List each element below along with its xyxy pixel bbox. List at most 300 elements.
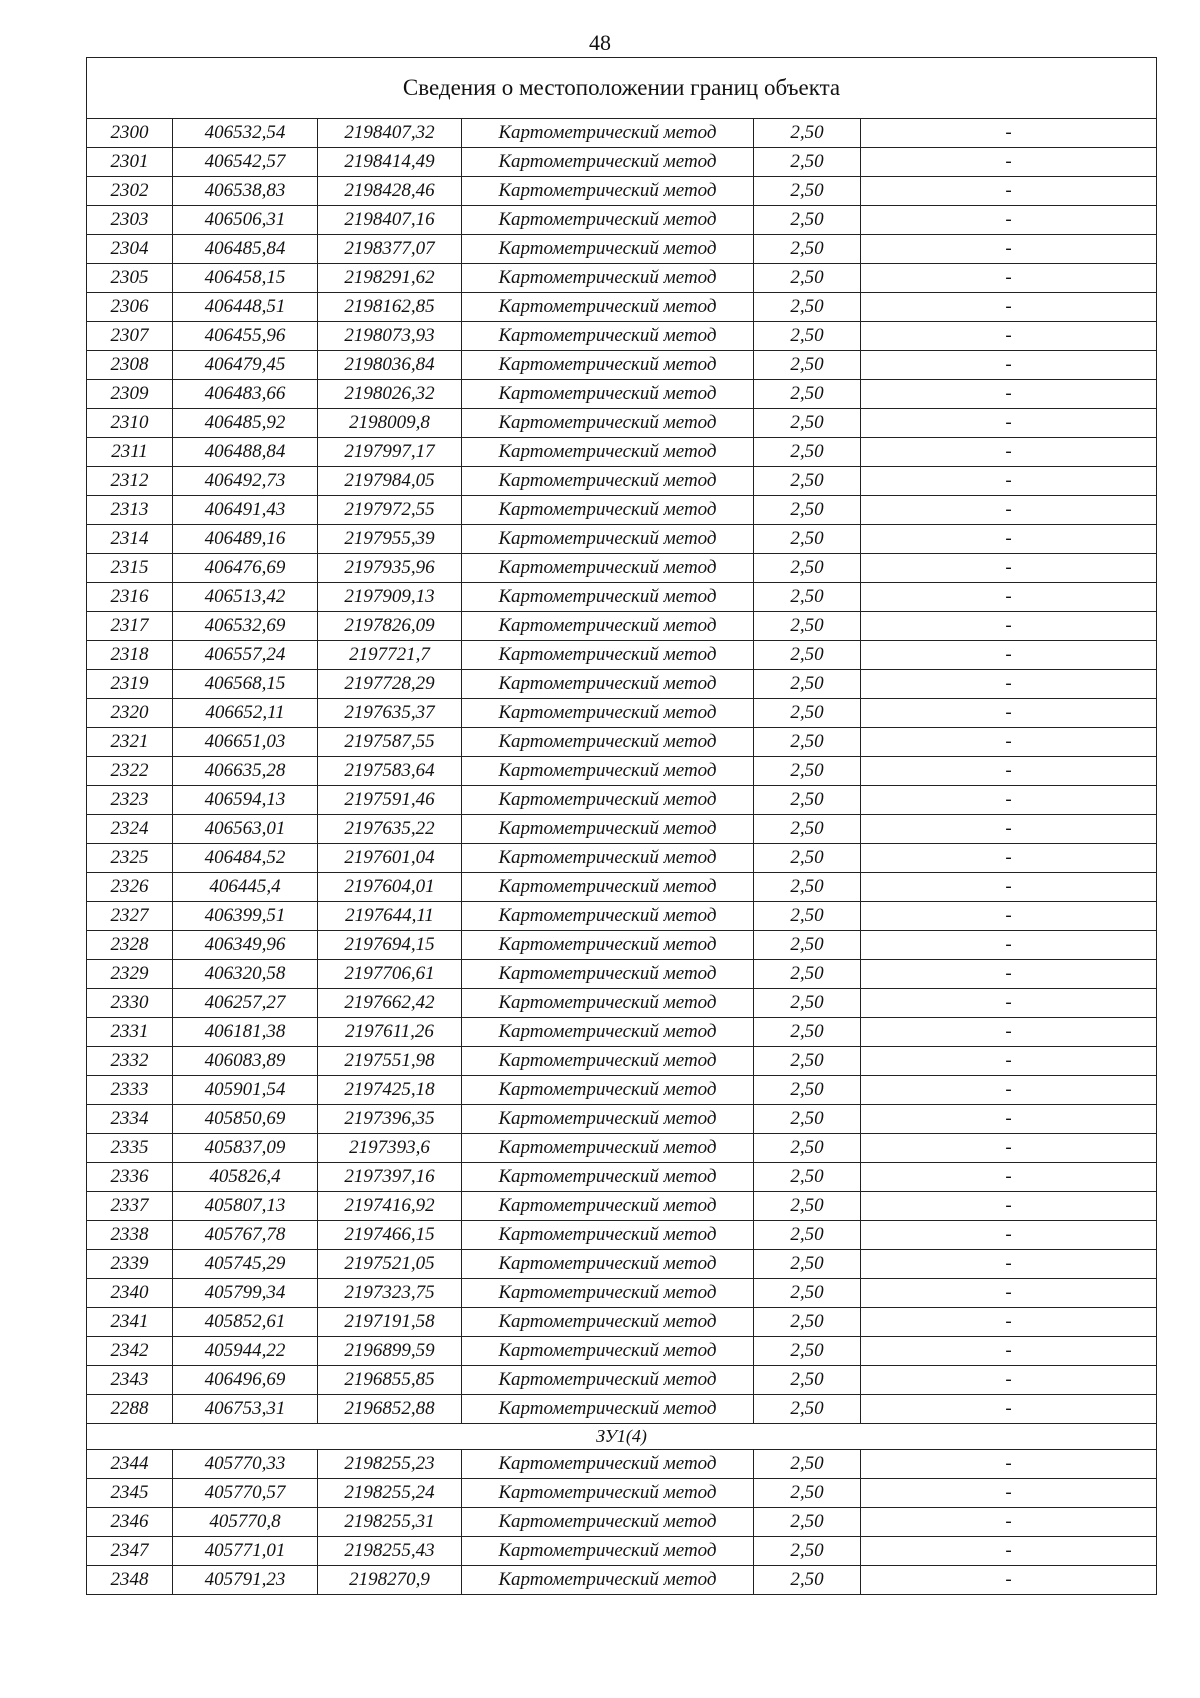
boundary-table-body	[87, 58, 1157, 1595]
accuracy-cell: 2,50	[754, 844, 861, 873]
method-cell: Картометрический метод	[462, 1537, 754, 1566]
accuracy-cell: 2,50	[754, 1192, 861, 1221]
coord-x-cell: 406491,43	[173, 496, 318, 525]
coord-x-cell: 405826,4	[173, 1163, 318, 1192]
description-cell: -	[861, 1279, 1157, 1308]
coord-x-cell: 406568,15	[173, 670, 318, 699]
table-row	[87, 960, 1157, 989]
coord-y-cell: 2198407,32	[318, 119, 462, 148]
point-number-cell: 2328	[87, 931, 173, 960]
accuracy-cell: 2,50	[754, 525, 861, 554]
method-cell: Картометрический метод	[462, 467, 754, 496]
coord-y-cell: 2197728,29	[318, 670, 462, 699]
coord-x-cell: 406651,03	[173, 728, 318, 757]
method-cell: Картометрический метод	[462, 931, 754, 960]
description-cell: -	[861, 235, 1157, 264]
method-cell: Картометрический метод	[462, 1450, 754, 1479]
description-cell: -	[861, 699, 1157, 728]
table-row	[87, 467, 1157, 496]
method-cell: Картометрический метод	[462, 670, 754, 699]
description-cell: -	[861, 1076, 1157, 1105]
accuracy-cell: 2,50	[754, 438, 861, 467]
point-number-cell: 2305	[87, 264, 173, 293]
method-cell: Картометрический метод	[462, 177, 754, 206]
method-cell: Картометрический метод	[462, 873, 754, 902]
coord-y-cell: 2198036,84	[318, 351, 462, 380]
description-cell: -	[861, 844, 1157, 873]
method-cell: Картометрический метод	[462, 1566, 754, 1595]
coord-y-cell: 2198428,46	[318, 177, 462, 206]
accuracy-cell: 2,50	[754, 960, 861, 989]
coord-y-cell: 2198270,9	[318, 1566, 462, 1595]
method-cell: Картометрический метод	[462, 1479, 754, 1508]
boundary-table	[86, 57, 1157, 1595]
description-cell: -	[861, 1250, 1157, 1279]
method-cell: Картометрический метод	[462, 1250, 754, 1279]
method-cell: Картометрический метод	[462, 583, 754, 612]
table-row	[87, 1018, 1157, 1047]
table-row	[87, 206, 1157, 235]
coord-x-cell: 406485,92	[173, 409, 318, 438]
coord-y-cell: 2198255,43	[318, 1537, 462, 1566]
method-cell: Картометрический метод	[462, 1308, 754, 1337]
description-cell: -	[861, 873, 1157, 902]
coord-y-cell: 2197721,7	[318, 641, 462, 670]
accuracy-cell: 2,50	[754, 757, 861, 786]
table-row	[87, 583, 1157, 612]
coord-y-cell: 2197591,46	[318, 786, 462, 815]
coord-x-cell: 405799,34	[173, 1279, 318, 1308]
accuracy-cell: 2,50	[754, 931, 861, 960]
coord-x-cell: 405770,8	[173, 1508, 318, 1537]
accuracy-cell: 2,50	[754, 1450, 861, 1479]
description-cell: -	[861, 612, 1157, 641]
coord-y-cell: 2197551,98	[318, 1047, 462, 1076]
description-cell: -	[861, 1221, 1157, 1250]
table-title-row	[87, 58, 1157, 119]
table-row	[87, 1479, 1157, 1508]
coord-y-cell: 2198009,8	[318, 409, 462, 438]
accuracy-cell: 2,50	[754, 1566, 861, 1595]
coord-y-cell: 2197604,01	[318, 873, 462, 902]
description-cell: -	[861, 322, 1157, 351]
accuracy-cell: 2,50	[754, 322, 861, 351]
coord-x-cell: 406542,57	[173, 148, 318, 177]
coord-x-cell: 406448,51	[173, 293, 318, 322]
table-row	[87, 1508, 1157, 1537]
coord-x-cell: 406557,24	[173, 641, 318, 670]
table-row	[87, 1537, 1157, 1566]
method-cell: Картометрический метод	[462, 757, 754, 786]
point-number-cell: 2309	[87, 380, 173, 409]
method-cell: Картометрический метод	[462, 119, 754, 148]
point-number-cell: 2342	[87, 1337, 173, 1366]
table-row	[87, 728, 1157, 757]
accuracy-cell: 2,50	[754, 1221, 861, 1250]
coord-x-cell: 406506,31	[173, 206, 318, 235]
method-cell: Картометрический метод	[462, 148, 754, 177]
coord-x-cell: 406753,31	[173, 1395, 318, 1424]
coord-x-cell: 406455,96	[173, 322, 318, 351]
coord-y-cell: 2197416,92	[318, 1192, 462, 1221]
coord-y-cell: 2197191,58	[318, 1308, 462, 1337]
method-cell: Картометрический метод	[462, 960, 754, 989]
method-cell: Картометрический метод	[462, 438, 754, 467]
point-number-cell: 2288	[87, 1395, 173, 1424]
coord-x-cell: 405745,29	[173, 1250, 318, 1279]
coord-x-cell: 406484,52	[173, 844, 318, 873]
coord-x-cell: 406532,54	[173, 119, 318, 148]
description-cell: -	[861, 177, 1157, 206]
coord-x-cell: 405770,57	[173, 1479, 318, 1508]
method-cell: Картометрический метод	[462, 1076, 754, 1105]
point-number-cell: 2346	[87, 1508, 173, 1537]
coord-x-cell: 406635,28	[173, 757, 318, 786]
accuracy-cell: 2,50	[754, 728, 861, 757]
method-cell: Картометрический метод	[462, 380, 754, 409]
description-cell: -	[861, 438, 1157, 467]
table-row	[87, 409, 1157, 438]
point-number-cell: 2341	[87, 1308, 173, 1337]
accuracy-cell: 2,50	[754, 1279, 861, 1308]
table-row	[87, 1134, 1157, 1163]
table-row	[87, 1366, 1157, 1395]
coord-x-cell: 405852,61	[173, 1308, 318, 1337]
table-row	[87, 786, 1157, 815]
table-row	[87, 989, 1157, 1018]
coord-x-cell: 406496,69	[173, 1366, 318, 1395]
description-cell: -	[861, 409, 1157, 438]
point-number-cell: 2318	[87, 641, 173, 670]
description-cell: -	[861, 757, 1157, 786]
accuracy-cell: 2,50	[754, 1337, 861, 1366]
table-row	[87, 293, 1157, 322]
table-row	[87, 264, 1157, 293]
coord-y-cell: 2197466,15	[318, 1221, 462, 1250]
coord-y-cell: 2196855,85	[318, 1366, 462, 1395]
table-row	[87, 177, 1157, 206]
coord-x-cell: 406476,69	[173, 554, 318, 583]
method-cell: Картометрический метод	[462, 1337, 754, 1366]
coord-y-cell: 2197909,13	[318, 583, 462, 612]
coord-y-cell: 2197425,18	[318, 1076, 462, 1105]
table-row	[87, 1076, 1157, 1105]
method-cell: Картометрический метод	[462, 902, 754, 931]
description-cell: -	[861, 728, 1157, 757]
point-number-cell: 2331	[87, 1018, 173, 1047]
description-cell: -	[861, 148, 1157, 177]
table-row	[87, 1337, 1157, 1366]
method-cell: Картометрический метод	[462, 235, 754, 264]
accuracy-cell: 2,50	[754, 989, 861, 1018]
description-cell: -	[861, 380, 1157, 409]
description-cell: -	[861, 786, 1157, 815]
method-cell: Картометрический метод	[462, 322, 754, 351]
accuracy-cell: 2,50	[754, 1134, 861, 1163]
point-number-cell: 2335	[87, 1134, 173, 1163]
section-row	[87, 1424, 1157, 1450]
method-cell: Картометрический метод	[462, 1134, 754, 1163]
description-cell: -	[861, 902, 1157, 931]
coord-x-cell: 405791,23	[173, 1566, 318, 1595]
method-cell: Картометрический метод	[462, 206, 754, 235]
coord-x-cell: 406320,58	[173, 960, 318, 989]
point-number-cell: 2330	[87, 989, 173, 1018]
method-cell: Картометрический метод	[462, 1395, 754, 1424]
method-cell: Картометрический метод	[462, 612, 754, 641]
method-cell: Картометрический метод	[462, 264, 754, 293]
table-row	[87, 1566, 1157, 1595]
description-cell: -	[861, 1163, 1157, 1192]
coord-y-cell: 2198291,62	[318, 264, 462, 293]
method-cell: Картометрический метод	[462, 1047, 754, 1076]
table-row	[87, 380, 1157, 409]
method-cell: Картометрический метод	[462, 786, 754, 815]
table-row	[87, 438, 1157, 467]
point-number-cell: 2333	[87, 1076, 173, 1105]
method-cell: Картометрический метод	[462, 1508, 754, 1537]
description-cell: -	[861, 1508, 1157, 1537]
accuracy-cell: 2,50	[754, 1395, 861, 1424]
coord-x-cell: 405770,33	[173, 1450, 318, 1479]
accuracy-cell: 2,50	[754, 206, 861, 235]
table-row	[87, 525, 1157, 554]
method-cell: Картометрический метод	[462, 409, 754, 438]
coord-y-cell: 2196899,59	[318, 1337, 462, 1366]
table-row	[87, 1047, 1157, 1076]
coord-y-cell: 2197521,05	[318, 1250, 462, 1279]
point-number-cell: 2304	[87, 235, 173, 264]
point-number-cell: 2325	[87, 844, 173, 873]
description-cell: -	[861, 815, 1157, 844]
description-cell: -	[861, 1395, 1157, 1424]
accuracy-cell: 2,50	[754, 177, 861, 206]
table-row	[87, 496, 1157, 525]
point-number-cell: 2302	[87, 177, 173, 206]
accuracy-cell: 2,50	[754, 467, 861, 496]
description-cell: -	[861, 960, 1157, 989]
coord-y-cell: 2197583,64	[318, 757, 462, 786]
coord-x-cell: 406399,51	[173, 902, 318, 931]
table-row	[87, 1250, 1157, 1279]
table-row	[87, 1221, 1157, 1250]
point-number-cell: 2323	[87, 786, 173, 815]
point-number-cell: 2336	[87, 1163, 173, 1192]
description-cell: -	[861, 467, 1157, 496]
description-cell: -	[861, 1105, 1157, 1134]
description-cell: -	[861, 1479, 1157, 1508]
coord-x-cell: 406483,66	[173, 380, 318, 409]
coord-y-cell: 2197662,42	[318, 989, 462, 1018]
coord-y-cell: 2198255,23	[318, 1450, 462, 1479]
accuracy-cell: 2,50	[754, 786, 861, 815]
point-number-cell: 2306	[87, 293, 173, 322]
point-number-cell: 2321	[87, 728, 173, 757]
coord-x-cell: 406594,13	[173, 786, 318, 815]
description-cell: -	[861, 931, 1157, 960]
coord-x-cell: 406445,4	[173, 873, 318, 902]
accuracy-cell: 2,50	[754, 699, 861, 728]
accuracy-cell: 2,50	[754, 235, 861, 264]
accuracy-cell: 2,50	[754, 902, 861, 931]
description-cell: -	[861, 641, 1157, 670]
coord-y-cell: 2197997,17	[318, 438, 462, 467]
point-number-cell: 2303	[87, 206, 173, 235]
method-cell: Картометрический метод	[462, 1018, 754, 1047]
point-number-cell: 2324	[87, 815, 173, 844]
accuracy-cell: 2,50	[754, 1047, 861, 1076]
coord-y-cell: 2197397,16	[318, 1163, 462, 1192]
accuracy-cell: 2,50	[754, 496, 861, 525]
coord-x-cell: 405771,01	[173, 1537, 318, 1566]
point-number-cell: 2310	[87, 409, 173, 438]
coord-x-cell: 406513,42	[173, 583, 318, 612]
table-row	[87, 235, 1157, 264]
description-cell: -	[861, 351, 1157, 380]
coord-y-cell: 2197935,96	[318, 554, 462, 583]
table-row	[87, 351, 1157, 380]
point-number-cell: 2327	[87, 902, 173, 931]
point-number-cell: 2307	[87, 322, 173, 351]
description-cell: -	[861, 1337, 1157, 1366]
description-cell: -	[861, 554, 1157, 583]
coord-x-cell: 405850,69	[173, 1105, 318, 1134]
method-cell: Картометрический метод	[462, 699, 754, 728]
coord-y-cell: 2197826,09	[318, 612, 462, 641]
coord-x-cell: 405837,09	[173, 1134, 318, 1163]
coord-x-cell: 405807,13	[173, 1192, 318, 1221]
coord-x-cell: 406479,45	[173, 351, 318, 380]
point-number-cell: 2311	[87, 438, 173, 467]
table-row	[87, 612, 1157, 641]
method-cell: Картометрический метод	[462, 815, 754, 844]
description-cell: -	[861, 293, 1157, 322]
description-cell: -	[861, 1450, 1157, 1479]
table-row	[87, 844, 1157, 873]
table-row	[87, 699, 1157, 728]
method-cell: Картометрический метод	[462, 1221, 754, 1250]
accuracy-cell: 2,50	[754, 293, 861, 322]
coord-y-cell: 2197972,55	[318, 496, 462, 525]
point-number-cell: 2317	[87, 612, 173, 641]
coord-y-cell: 2197635,22	[318, 815, 462, 844]
coord-y-cell: 2197323,75	[318, 1279, 462, 1308]
description-cell: -	[861, 206, 1157, 235]
table-row	[87, 1279, 1157, 1308]
point-number-cell: 2332	[87, 1047, 173, 1076]
coord-y-cell: 2197644,11	[318, 902, 462, 931]
table-row	[87, 641, 1157, 670]
coord-x-cell: 406538,83	[173, 177, 318, 206]
coord-y-cell: 2198377,07	[318, 235, 462, 264]
accuracy-cell: 2,50	[754, 351, 861, 380]
coord-x-cell: 405944,22	[173, 1337, 318, 1366]
point-number-cell: 2339	[87, 1250, 173, 1279]
method-cell: Картометрический метод	[462, 496, 754, 525]
description-cell: -	[861, 989, 1157, 1018]
accuracy-cell: 2,50	[754, 670, 861, 699]
table-row	[87, 1308, 1157, 1337]
point-number-cell: 2344	[87, 1450, 173, 1479]
description-cell: -	[861, 1566, 1157, 1595]
table-row	[87, 670, 1157, 699]
coord-x-cell: 406181,38	[173, 1018, 318, 1047]
description-cell: -	[861, 264, 1157, 293]
table-row	[87, 119, 1157, 148]
accuracy-cell: 2,50	[754, 148, 861, 177]
coord-x-cell: 406083,89	[173, 1047, 318, 1076]
table-row	[87, 1450, 1157, 1479]
description-cell: -	[861, 583, 1157, 612]
point-number-cell: 2320	[87, 699, 173, 728]
table-row	[87, 554, 1157, 583]
coord-y-cell: 2197694,15	[318, 931, 462, 960]
coord-y-cell: 2197396,35	[318, 1105, 462, 1134]
accuracy-cell: 2,50	[754, 380, 861, 409]
description-cell: -	[861, 496, 1157, 525]
accuracy-cell: 2,50	[754, 1018, 861, 1047]
method-cell: Картометрический метод	[462, 844, 754, 873]
coord-x-cell: 406652,11	[173, 699, 318, 728]
point-number-cell: 2301	[87, 148, 173, 177]
coord-y-cell: 2197635,37	[318, 699, 462, 728]
coord-x-cell: 406563,01	[173, 815, 318, 844]
section-label: ЗУ1(4)	[87, 1424, 1157, 1450]
point-number-cell: 2316	[87, 583, 173, 612]
point-number-cell: 2345	[87, 1479, 173, 1508]
point-number-cell: 2347	[87, 1537, 173, 1566]
coord-x-cell: 406489,16	[173, 525, 318, 554]
table-row	[87, 873, 1157, 902]
coord-y-cell: 2197601,04	[318, 844, 462, 873]
method-cell: Картометрический метод	[462, 525, 754, 554]
point-number-cell: 2315	[87, 554, 173, 583]
accuracy-cell: 2,50	[754, 554, 861, 583]
method-cell: Картометрический метод	[462, 1192, 754, 1221]
coord-y-cell: 2197984,05	[318, 467, 462, 496]
coord-y-cell: 2198255,24	[318, 1479, 462, 1508]
method-cell: Картометрический метод	[462, 1279, 754, 1308]
method-cell: Картометрический метод	[462, 1163, 754, 1192]
table-row	[87, 1395, 1157, 1424]
description-cell: -	[861, 1018, 1157, 1047]
description-cell: -	[861, 1537, 1157, 1566]
description-cell: -	[861, 1192, 1157, 1221]
coord-x-cell: 406458,15	[173, 264, 318, 293]
point-number-cell: 2308	[87, 351, 173, 380]
coord-y-cell: 2198255,31	[318, 1508, 462, 1537]
table-title: Сведения о местоположении границ объекта	[87, 58, 1157, 119]
coord-x-cell: 406257,27	[173, 989, 318, 1018]
accuracy-cell: 2,50	[754, 409, 861, 438]
accuracy-cell: 2,50	[754, 583, 861, 612]
coord-y-cell: 2198026,32	[318, 380, 462, 409]
method-cell: Картометрический метод	[462, 1105, 754, 1134]
accuracy-cell: 2,50	[754, 1163, 861, 1192]
description-cell: -	[861, 1047, 1157, 1076]
description-cell: -	[861, 1308, 1157, 1337]
table-row	[87, 815, 1157, 844]
accuracy-cell: 2,50	[754, 1366, 861, 1395]
accuracy-cell: 2,50	[754, 1250, 861, 1279]
coord-x-cell: 405901,54	[173, 1076, 318, 1105]
accuracy-cell: 2,50	[754, 1105, 861, 1134]
accuracy-cell: 2,50	[754, 1537, 861, 1566]
point-number-cell: 2322	[87, 757, 173, 786]
method-cell: Картометрический метод	[462, 641, 754, 670]
table-row	[87, 902, 1157, 931]
coord-y-cell: 2197587,55	[318, 728, 462, 757]
